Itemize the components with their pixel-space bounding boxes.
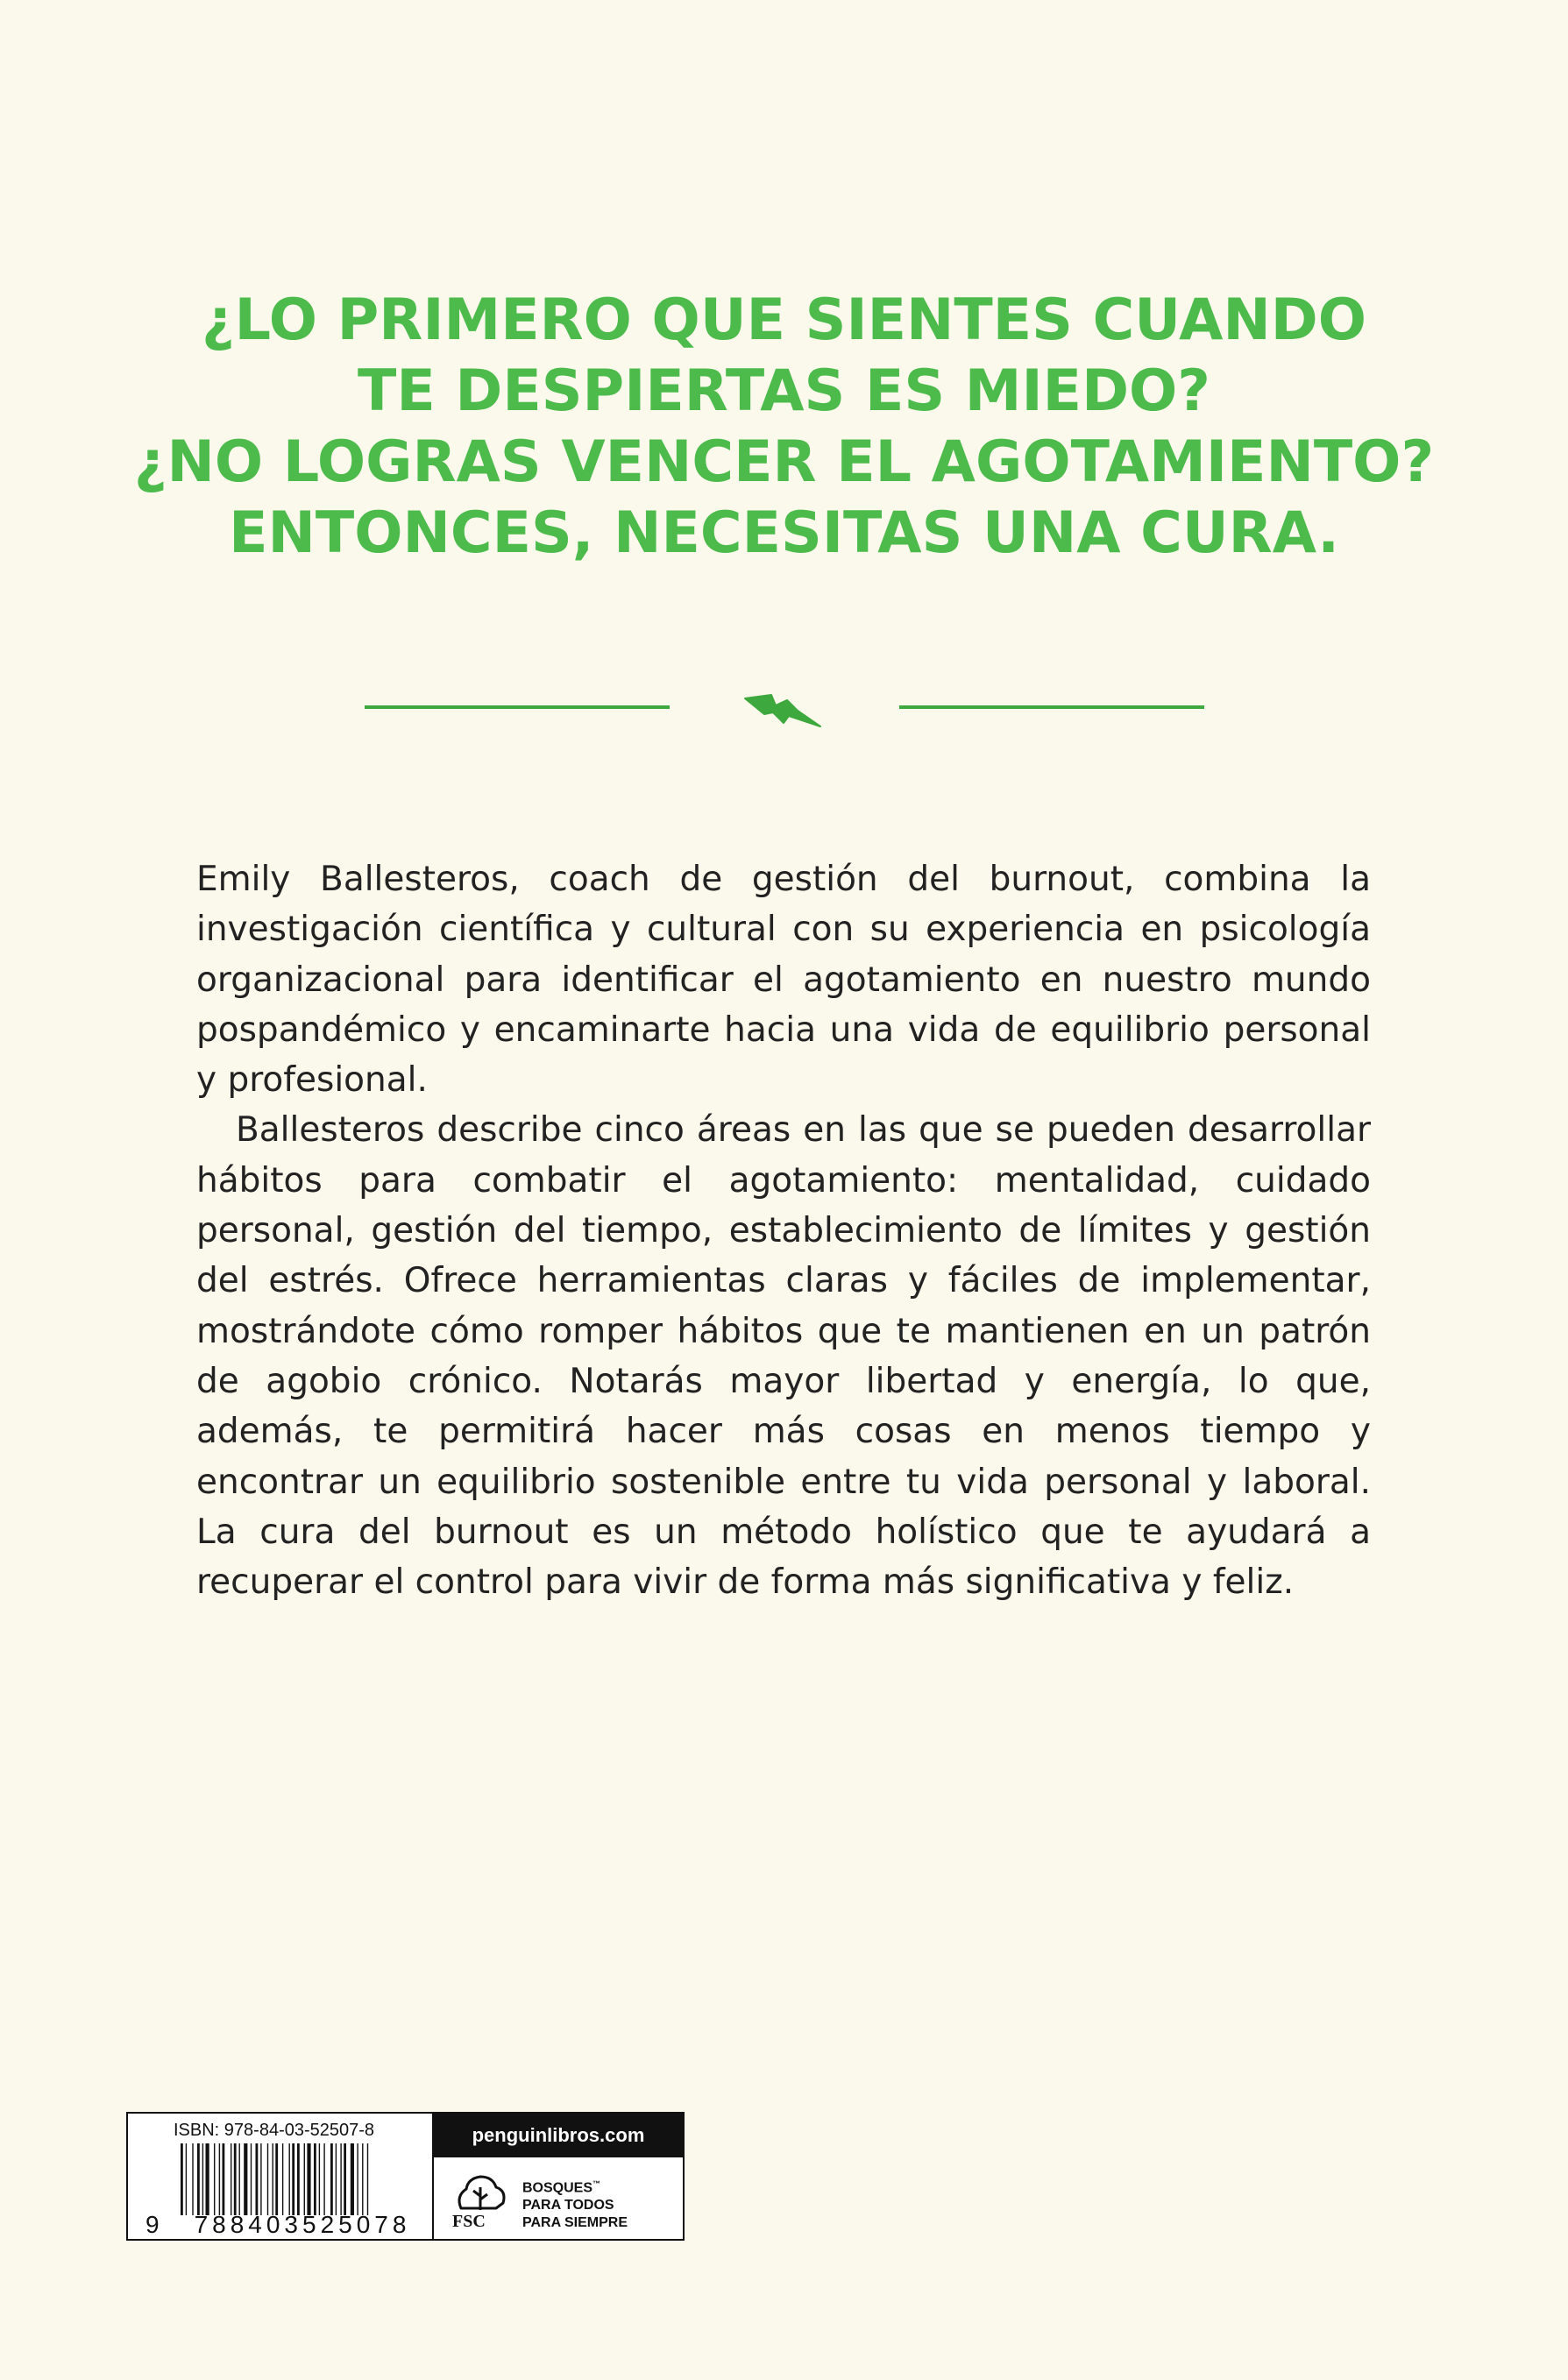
barcode-area (128, 2114, 432, 2239)
lightning-bolt-icon (734, 686, 831, 739)
headline-line-3: ¿NO LOGRAS VENCER EL AGOTAMIENTO? (133, 429, 1435, 495)
headline-line-1: ¿LO PRIMERO QUE SIENTES CUANDO (201, 287, 1367, 353)
fsc-line-3: PARA SIEMPRE (522, 2215, 628, 2231)
description-paragraph-2: Ballesteros describe cinco áreas en las que se pueden desarrollar hábitos para combatir el agotamiento: mentalidad, cuidado personal, gestión del tiempo, establecimiento de límites y gestión del estrés. Ofrece herramientas claras y fáciles de implementar, mostrándote cómo romper hábitos que te mantienen en un patrón de agobio crónico. Notarás mayor libertad y energía, lo que, además, te permitirá hacer más cosas en menos tiempo y encontrar un equilibrio sostenible entre tu vida personal y laboral. La cura del burnout es un método holístico que te ayudará a recuperar el control para vivir de forma más significativa y feliz. (196, 1110, 1371, 1603)
description-paragraph-1: Emily Ballesteros, coach de gestión del burnout, combina la investigación científica y cultural con su experiencia en psicología organizacional para identificar el agotamiento en nuestro mundo pospandémico y encaminarte hacia una vida de equilibrio personal y profesional. (196, 860, 1371, 1101)
fsc-slogan (522, 2175, 628, 2232)
fsc-line-1: BOSQUES (522, 2180, 593, 2196)
ean-first-digit: 9 (145, 2211, 160, 2238)
ean-digits: 788403525078 (194, 2211, 411, 2238)
divider-left (365, 705, 670, 709)
description (196, 854, 1371, 1607)
isbn-text: ISBN: 978-84-03-52507-8 (174, 2121, 375, 2140)
headline-line-4: ENTONCES, NECESITAS UNA CURA. (229, 500, 1339, 566)
legal-box (126, 2112, 685, 2241)
fsc-line-2: PARA TODOS (522, 2198, 614, 2214)
barcode-icon (181, 2143, 417, 2215)
headline-line-2: TE DESPIERTAS ES MIEDO? (358, 358, 1210, 424)
divider-right (899, 705, 1204, 709)
fsc-label: FSC (452, 2212, 486, 2231)
publisher-url: penguinlibros.com (434, 2114, 683, 2157)
fsc-trademark: ™ (592, 2179, 601, 2188)
headline (0, 285, 1568, 569)
